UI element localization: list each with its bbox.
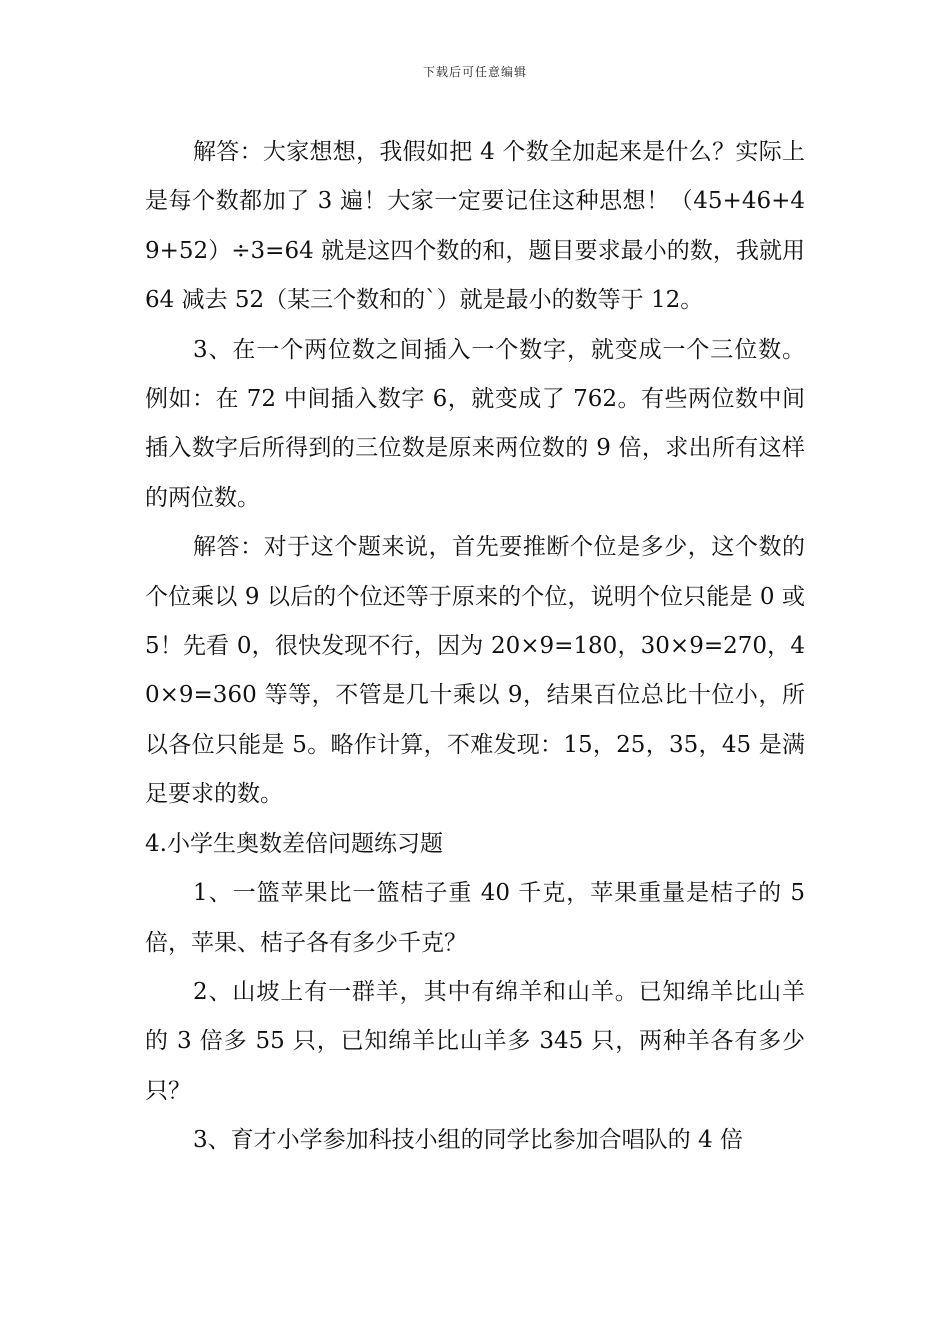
question-paragraph-3: 3、在一个两位数之间插入一个数字，就变成一个三位数。例如：在 72 中间插入数字 6，就变成了 762。有些两位数中间插入数字后所得到的三位数是原来两位数的 9 倍，求出所有这样的两位数。 (145, 336, 805, 511)
problem-paragraph-1: 1、一篮苹果比一篮桔子重 40 千克，苹果重量是桔子的 5 倍，苹果、桔子各有多少千克？ (145, 880, 805, 956)
document-body (145, 128, 805, 1166)
problem-paragraph-3: 3、育才小学参加科技小组的同学比参加合唱队的 4 倍 (193, 1127, 743, 1154)
answer-paragraph-1: 解答：大家想想，我假如把 4 个数全加起来是什么？实际上是每个数都加了 3 遍！大家一定要记住这种思想！（45+46+49+52）÷3=64 就是这四个数的和，题目要求最小的数，我就用 64 减去 52（某三个数和的`）就是最小的数等于 12。 (145, 139, 805, 314)
answer-paragraph-3: 解答：对于这个题来说，首先要推断个位是多少，这个数的个位乘以 9 以后的个位还等于原来的个位，说明个位只能是 0 或 5！先看 0，很快发现不行，因为 20×9=180，30×9=270，40×9=360 等等，不管是几十乘以 9，结果百位总比十位小，所以各位只能是 5。略作计算，不难发现：15，25，35，45 是满足要求的数。 (145, 534, 805, 808)
problem-paragraph-2: 2、山坡上有一群羊，其中有绵羊和山羊。已知绵羊比山羊的 3 倍多 55 只，已知绵羊比山羊多 345 只，两种羊各有多少只？ (145, 978, 805, 1104)
section-title: 4.小学生奥数差倍问题练习题 (145, 830, 443, 857)
page-header: 下载后可任意编辑 (422, 65, 527, 79)
